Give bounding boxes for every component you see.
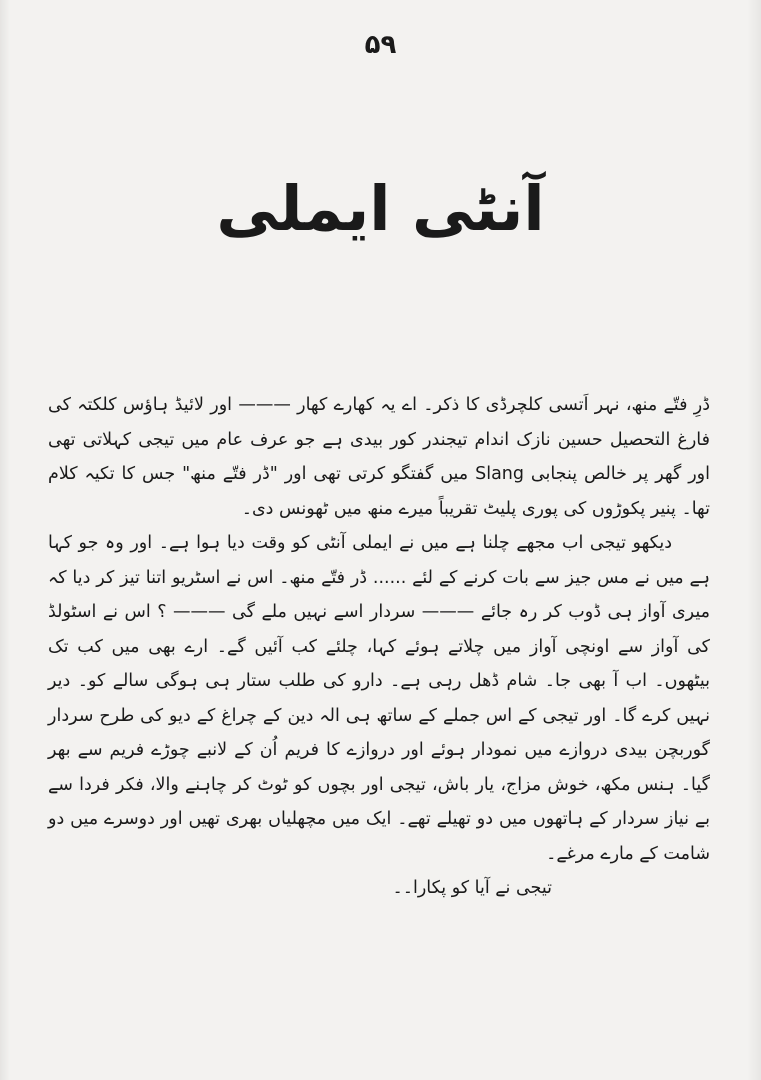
paragraph-2: دیکھو تیجی اب مجھے چلنا ہے میں نے ایملی آنٹی کو وقت دیا ہوا ہے۔ اور وہ جو کہا ہے میں نے مس جیز سے بات کرنے کے لئے ...... ڈر فتّے منھ۔ اس نے اسٹریو اتنا تیز کر دیا کہ میری آواز ہی ڈوب کر رہ جائے ——— سردار اسے نہیں ملے گی ——— ؟ اس نے اسٹولڈ کی آواز سے اونچی آواز میں چلاتے ہوئے کہا، چلئے کب آئیں گے۔ ارے بھی میں کب تک بیٹھوں۔ اب آ بھی جا۔ شام ڈھل رہی ہے۔ دارو کی طلب ستار ہی ہوگی سالے کو۔ دیر نہیں کرے گا۔ اور تیجی کے اس جملے کے ساتھ ہی الہ دین کے چراغ کے دیو کی طرح سردار گوربچن بیدی دروازے میں نمودار ہوئے اور دروازے کا فریم اُن کے لانبے چوڑے فریم سے بھر گیا۔ ہنس مکھ، خوش مزاج، یار باش، تیجی اور بچوں کو ٹوٹ کر چاہنے والا، فکر فردا سے بے نیاز سردار کے ہاتھوں میں دو تھیلے تھے۔ ایک میں مچھلیاں بھری تھیں اور دوسرے میں دو شامت کے مارے مرغے۔ <box>48 533 710 864</box>
body-text <box>48 388 710 906</box>
paragraph-1: ڈرِ فتّے منھ، نہر اَتسی کلچرڈی کا ذکر۔ اے یہ کھارے کھار ——— اور لائیڈ ہاؤس کلکتہ کی فارغ التحصیل حسین نازک اندام تیجندر کور بیدی ہے جو عرف عام میں تیجی کہلاتی تھی اور گھر پر خالص پنجابی Slang میں گفتگو کرتی تھی اور "ڈر فتّے منھ" جس کا تکیہ کلام تھا۔ پنیر پکوڑوں کی پوری پلیٹ تقریباً میرے منھ میں ٹھونس دی۔ <box>48 395 710 519</box>
chapter-title: آنٹی ایملی <box>216 172 545 245</box>
paragraph-3: تیجی نے آیا کو پکارا۔۔ <box>392 878 552 898</box>
page-number: ۵۹ <box>364 30 397 60</box>
